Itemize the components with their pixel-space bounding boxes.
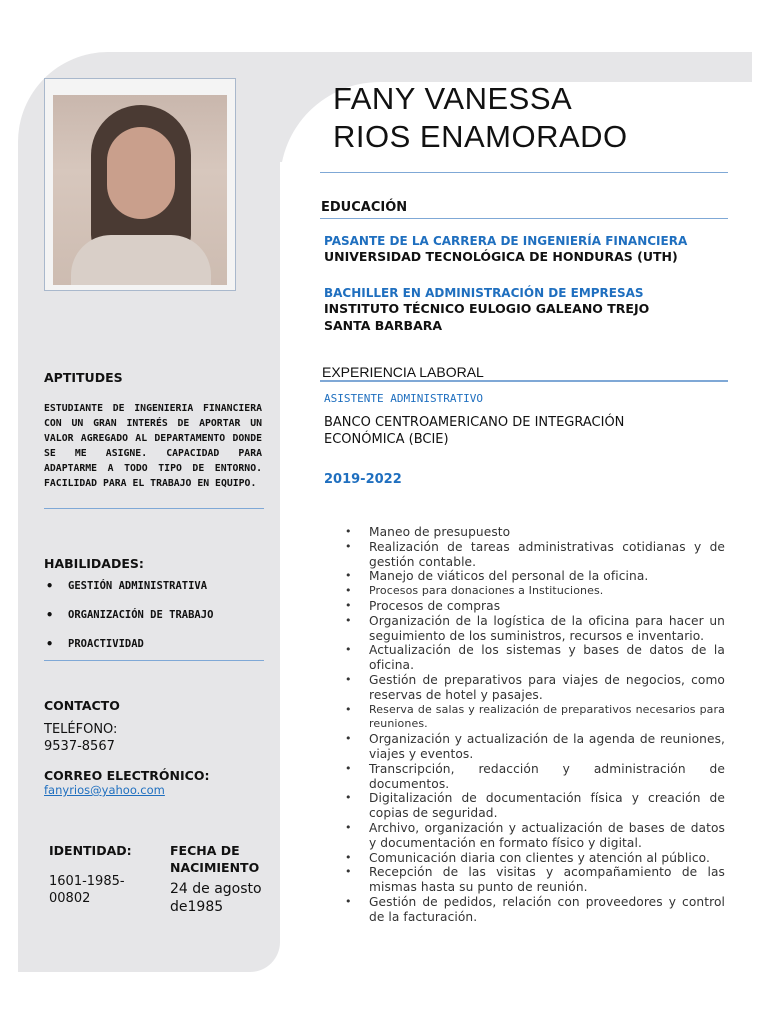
duty-item: • Organización de la logística de la oficina para hacer un seguimiento de los suministros, recursos e inventario.: [343, 614, 725, 644]
aptitudes-divider: [44, 508, 264, 509]
education-institution-1: UNIVERSIDAD TECNOLÓGICA DE HONDURAS (UTH): [324, 249, 678, 264]
profile-photo: [53, 95, 227, 285]
contact-title: CONTACTO: [44, 698, 120, 713]
skills-title: HABILIDADES:: [44, 556, 144, 571]
birth-label-line-2: NACIMIENTO: [170, 860, 260, 875]
phone-number: 9537-8567: [44, 739, 115, 754]
skills-list: [44, 580, 213, 667]
duties-list: [343, 525, 725, 925]
identity-value-line-2: 00802: [49, 891, 91, 906]
duty-item: • Realización de tareas administrativas cotidianas y de gestión contable.: [343, 540, 725, 570]
experience-title: EXPERIENCIA LABORAL: [322, 364, 484, 380]
experience-period: 2019-2022: [324, 472, 402, 487]
duty-item: • Transcripción, redacción y administración de documentos.: [343, 762, 725, 792]
duty-item: • Gestión de preparativos para viajes de negocios, como reservas de hotel y pasajes.: [343, 673, 725, 703]
duty-item: • Procesos para donaciones a Instituciones.: [343, 584, 725, 599]
identity-value-line-1: 1601-1985-: [49, 874, 125, 889]
education-degree-2: BACHILLER EN ADMINISTRACIÓN DE EMPRESAS: [324, 286, 644, 300]
phone-label: TELÉFONO:: [44, 722, 118, 737]
experience-divider: [320, 380, 728, 382]
skill-item: • GESTIÓN ADMINISTRATIVA: [44, 580, 213, 609]
duty-item: • Reserva de salas y realización de preparativos necesarios para reuniones.: [343, 703, 725, 733]
birth-value-line-1: 24 de agosto: [170, 881, 262, 897]
skill-item: • ORGANIZACIÓN DE TRABAJO: [44, 609, 213, 638]
duty-item: • Archivo, organización y actualización de bases de datos y documentación en formato físico y digital.: [343, 821, 725, 851]
email-label: CORREO ELECTRÓNICO:: [44, 768, 210, 783]
experience-employer-line-2: ECONÓMICA (BCIE): [324, 432, 449, 447]
duty-item: • Actualización de los sistemas y bases de datos de la oficina.: [343, 643, 725, 673]
birth-label-line-1: FECHA DE: [170, 843, 240, 858]
duty-item: • Recepción de las visitas y acompañamiento de las mismas hasta su punto de reunión.: [343, 865, 725, 895]
name-line-1: FANY VANESSA: [333, 81, 573, 116]
duty-item: • Manejo de viáticos del personal de la oficina.: [343, 569, 725, 584]
name-line-2: RIOS ENAMORADO: [333, 119, 628, 154]
duty-item: • Digitalización de documentación física y creación de copias de seguridad.: [343, 791, 725, 821]
name-divider: [320, 172, 728, 173]
duty-item: • Organización y actualización de la agenda de reuniones, viajes y eventos.: [343, 732, 725, 762]
birth-value-line-2: de1985: [170, 899, 224, 915]
skill-item: • PROACTIVIDAD: [44, 638, 213, 667]
duty-item: • Procesos de compras: [343, 599, 725, 614]
education-title: EDUCACIÓN: [321, 200, 408, 215]
experience-position: ASISTENTE ADMINISTRATIVO: [324, 392, 483, 405]
email-link[interactable]: fanyrios@yahoo.com: [44, 783, 165, 797]
candidate-name: [333, 80, 628, 156]
identity-label: IDENTIDAD:: [49, 843, 132, 858]
profile-photo-frame: [44, 78, 236, 291]
education-location-2: SANTA BARBARA: [324, 318, 443, 333]
duty-item: • Maneo de presupuesto: [343, 525, 725, 540]
experience-employer-line-1: BANCO CENTROAMERICANO DE INTEGRACIÓN: [324, 415, 625, 430]
aptitudes-title: APTITUDES: [44, 370, 123, 385]
education-divider: [320, 218, 728, 219]
aptitudes-text: ESTUDIANTE DE INGENIERIA FINANCIERA CON UN GRAN INTERÉS DE APORTAR UN VALOR AGREGADO AL DEPARTAMENTO DONDE SE ME ASIGNE. CAPACIDAD PARA ADAPTARME A TODO TIPO DE ENTORNO. FACILIDAD PARA EL TRABAJO EN EQUIPO.: [44, 403, 262, 489]
duty-item: • Gestión de pedidos, relación con proveedores y control de la facturación.: [343, 895, 725, 925]
education-degree-1: PASANTE DE LA CARRERA DE INGENIERÍA FINANCIERA: [324, 234, 688, 248]
skills-divider: [44, 660, 264, 661]
education-institution-2: INSTITUTO TÉCNICO EULOGIO GALEANO TREJO: [324, 301, 650, 316]
duty-item: • Comunicación diaria con clientes y atención al público.: [343, 851, 725, 866]
